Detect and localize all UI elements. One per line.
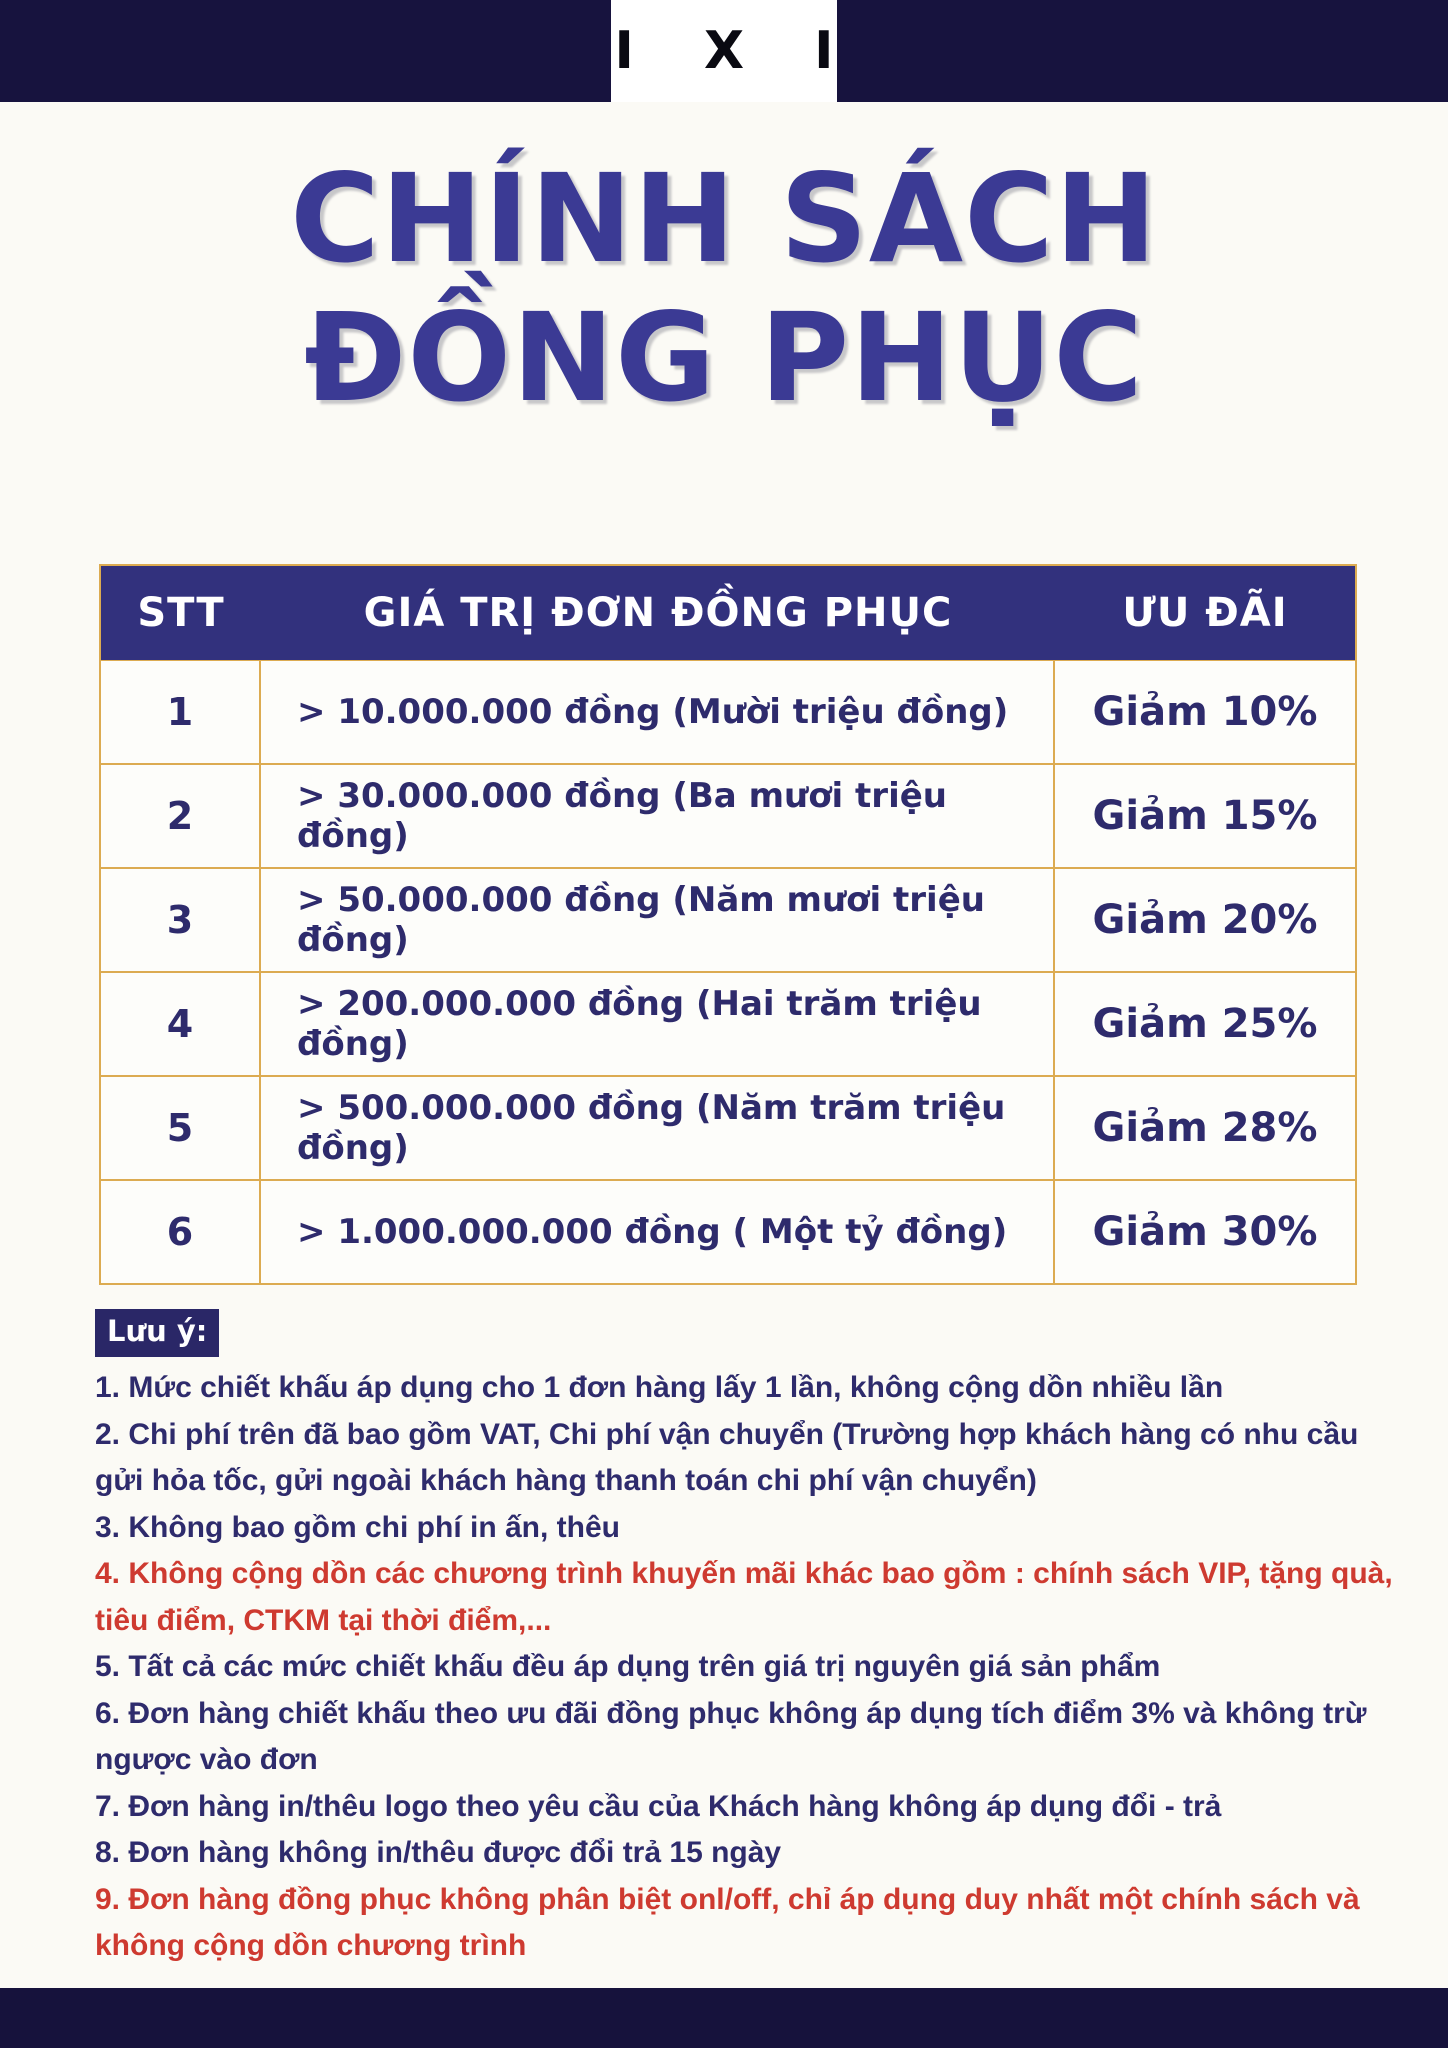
table-cell-discount: Giảm 30% xyxy=(1092,1209,1318,1256)
logo-box xyxy=(611,0,860,102)
table-cell-discount: Giảm 10% xyxy=(1092,689,1318,736)
table-header-discount: ƯU ĐÃI xyxy=(1122,590,1288,637)
table-cell-value: > 500.000.000 đồng (Năm trăm triệu đồng) xyxy=(261,1077,1055,1179)
note-item: 3. Không bao gồm chi phí in ấn, thêu xyxy=(95,1510,620,1544)
note-item: 6. Đơn hàng chiết khấu theo ưu đãi đồng phục không áp dụng tích điểm 3% và không trừ ngược vào đơn xyxy=(95,1696,1367,1777)
table-cell-value: > 200.000.000 đồng (Hai trăm triệu đồng) xyxy=(261,973,1055,1075)
note-item: 8. Đơn hàng không in/thêu được đổi trả 15 ngày xyxy=(95,1836,782,1870)
table-cell-discount: Giảm 25% xyxy=(1092,1001,1318,1048)
note-item: 5. Tất cả các mức chiết khấu đều áp dụng trên giá trị nguyên giá sản phẩm xyxy=(95,1650,1161,1684)
table-cell-discount: Giảm 20% xyxy=(1092,897,1318,944)
table-cell-stt: 1 xyxy=(101,661,261,763)
note-item: 1. Mức chiết khấu áp dụng cho 1 đơn hàng lấy 1 lần, không cộng dồn nhiều lần xyxy=(95,1371,1224,1405)
table-cell-value: > 30.000.000 đồng (Ba mươi triệu đồng) xyxy=(261,765,1055,867)
note-item: 7. Đơn hàng in/thêu logo theo yêu cầu của Khách hàng không áp dụng đổi - trả xyxy=(95,1789,1222,1823)
top-bar xyxy=(0,0,1448,102)
table-row xyxy=(101,867,1355,971)
table-header-row xyxy=(101,566,1355,660)
note-item: 2. Chi phí trên đã bao gồm VAT, Chi phí vận chuyển (Trường hợp khách hàng có nhu cầu gửi hỏa tốc, gửi ngoài khách hàng thanh toán chi phí vận chuyển) xyxy=(95,1417,1359,1498)
page-title-line1: CHÍNH SÁCH xyxy=(290,148,1158,290)
page-title xyxy=(0,150,1448,428)
table-row xyxy=(101,763,1355,867)
table-cell-stt: 6 xyxy=(101,1181,261,1283)
table-body xyxy=(101,660,1355,1283)
table-header-value: GIÁ TRỊ ĐƠN ĐỒNG PHỤC xyxy=(363,590,953,637)
table-cell-value: > 1.000.000.000 đồng ( Một tỷ đồng) xyxy=(261,1181,1055,1283)
table-row xyxy=(101,971,1355,1075)
table-cell-stt: 4 xyxy=(101,973,261,1075)
table-row xyxy=(101,660,1355,763)
ixi-logo: I X I xyxy=(614,21,860,81)
page-title-line2: ĐỒNG PHỤC xyxy=(304,287,1144,430)
table-cell-discount: Giảm 15% xyxy=(1092,793,1318,840)
notes-list xyxy=(95,1365,1400,1970)
table-cell-discount: Giảm 28% xyxy=(1092,1105,1318,1152)
table-row xyxy=(101,1075,1355,1179)
note-item: 4. Không cộng dồn các chương trình khuyến mãi khác bao gồm : chính sách VIP, tặng quà, tiêu điểm, CTKM tại thời điểm,... xyxy=(95,1557,1393,1637)
notes-section xyxy=(95,1309,1400,1970)
table-header-stt: STT xyxy=(137,590,225,637)
table-cell-stt: 3 xyxy=(101,869,261,971)
table-cell-stt: 5 xyxy=(101,1077,261,1179)
notes-label-badge: Lưu ý: xyxy=(95,1309,219,1357)
policy-table xyxy=(99,564,1357,1285)
table-cell-value: > 10.000.000 đồng (Mười triệu đồng) xyxy=(261,661,1055,763)
table-cell-stt: 2 xyxy=(101,765,261,867)
table-cell-value: > 50.000.000 đồng (Năm mươi triệu đồng) xyxy=(261,869,1055,971)
table-row xyxy=(101,1179,1355,1283)
note-item: 9. Đơn hàng đồng phục không phân biệt onl/off, chỉ áp dụng duy nhất một chính sách và không cộng dồn chương trình xyxy=(95,1882,1360,1963)
bottom-bar xyxy=(0,1988,1448,2048)
